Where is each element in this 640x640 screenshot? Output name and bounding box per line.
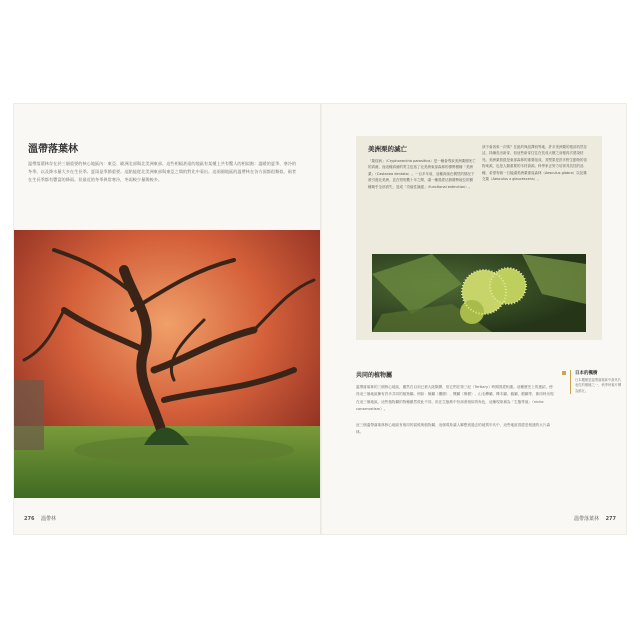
folio-right [574,515,616,522]
page-gutter [320,104,322,534]
maple-tree-illustration [14,230,320,498]
running-head: 溫帶落葉林 [573,516,599,522]
section-paragraph: 這三個溫帶落葉林核心地區有相同的氣候與植物屬，這個現象讓人聯想到過去的地質年代中，這些地區曾經是相連的大片森林。 [356,422,551,435]
sidenote-body: 日本楓樹是溫帶落葉林中最具代表性的樹種之一，秋季時葉片轉為鮮紅。 [575,378,622,393]
feature-box-text: 該不會再來一次嗎？在紐約與紐澤西等地，許多美洲栗的根部仍然存活，持續長出新芽，但這些新芽往往在長成大樹之前便再次感染枯死。美洲栗曾經是東部森林的重要組成，其堅果是許多野生動物的食物來源，也是人類重要的木材資源。科學家正努力培育具抗性的品種，希望有朝一日能讓美洲栗重返森林（Aesculus glabra）以及雜交栗（Aesculus x glaucescens）。 [482,145,587,182]
feature-box [356,136,602,340]
page-title: 溫帶落葉林 [28,144,78,155]
sidenote-title: 日本的楓樹 [575,371,598,376]
feature-box-text: 「栗疫病」（Cryphonectria parasitica）是一種會導致美洲栗樹死亡的真菌，而這種真菌的寄主包括了北美洲東部森林的優勢樹種「美洲栗」（Castanea dentata）。一百多年前，這種真菌在偶然的情況下被引進北美洲，並在短短數十年之間，讓一種曾經佔據優勢地位的樹種幾乎全部消失，造成「功能性滅絕」（functional extinction）。 [368,159,476,189]
book-spread [14,104,626,534]
chestnut-photo [372,254,586,332]
intro-text [28,160,298,184]
section-title: 共同的植物屬 [356,372,393,379]
feature-box-title: 美洲栗的滅亡 [368,145,407,153]
feature-box-column [482,144,590,182]
page-number: 276 [24,516,35,522]
sidenote [570,370,623,394]
maple-tree-photo [14,230,320,498]
feature-box-column [368,158,476,190]
chestnut-burr-illustration [372,254,586,332]
running-head: 溫帶林 [41,516,57,522]
folio-left [24,515,56,522]
page-number: 277 [605,516,616,522]
intro-paragraph: 溫帶落葉林存在於三個重要的核心地區內：東亞、歐洲北部與北美洲東部。這些相隔甚遠的地區有某種上共有驚人的相似點：溫暖的夏季、寒冷的冬季，以及降水量大多在生長季。夏雨是季節重要。這點能從北美洲東部與東亞之間的對比中看出。這兩個地區的溫帶林在各方面都很類似，兩者在生長季都有豐富的降雨。但最近的冬季異常寒冷，冬雨較少量與較多。 [28,161,297,182]
section-paragraph: 溫帶落葉林的三個核心地區，雖然在目前已被大陸隔開，但它們在第三紀（Tertiary）時期曾經相連。這種歷史上的連結，使得這三個地區擁有許多共同的植物屬。例如：槭屬（楓樹）、櫟屬（橡樹）、山毛櫸屬、樺木屬、榆屬、椴屬等，都同時出現在這三個地區。這些植物屬的物種雖然彼此不同，但在生態系中扮演著相似的角色，這種現象稱為「生態等值」（niche conservatism）。 [356,385,554,412]
sidenote-marker-icon [562,371,566,375]
section-text [356,384,556,444]
